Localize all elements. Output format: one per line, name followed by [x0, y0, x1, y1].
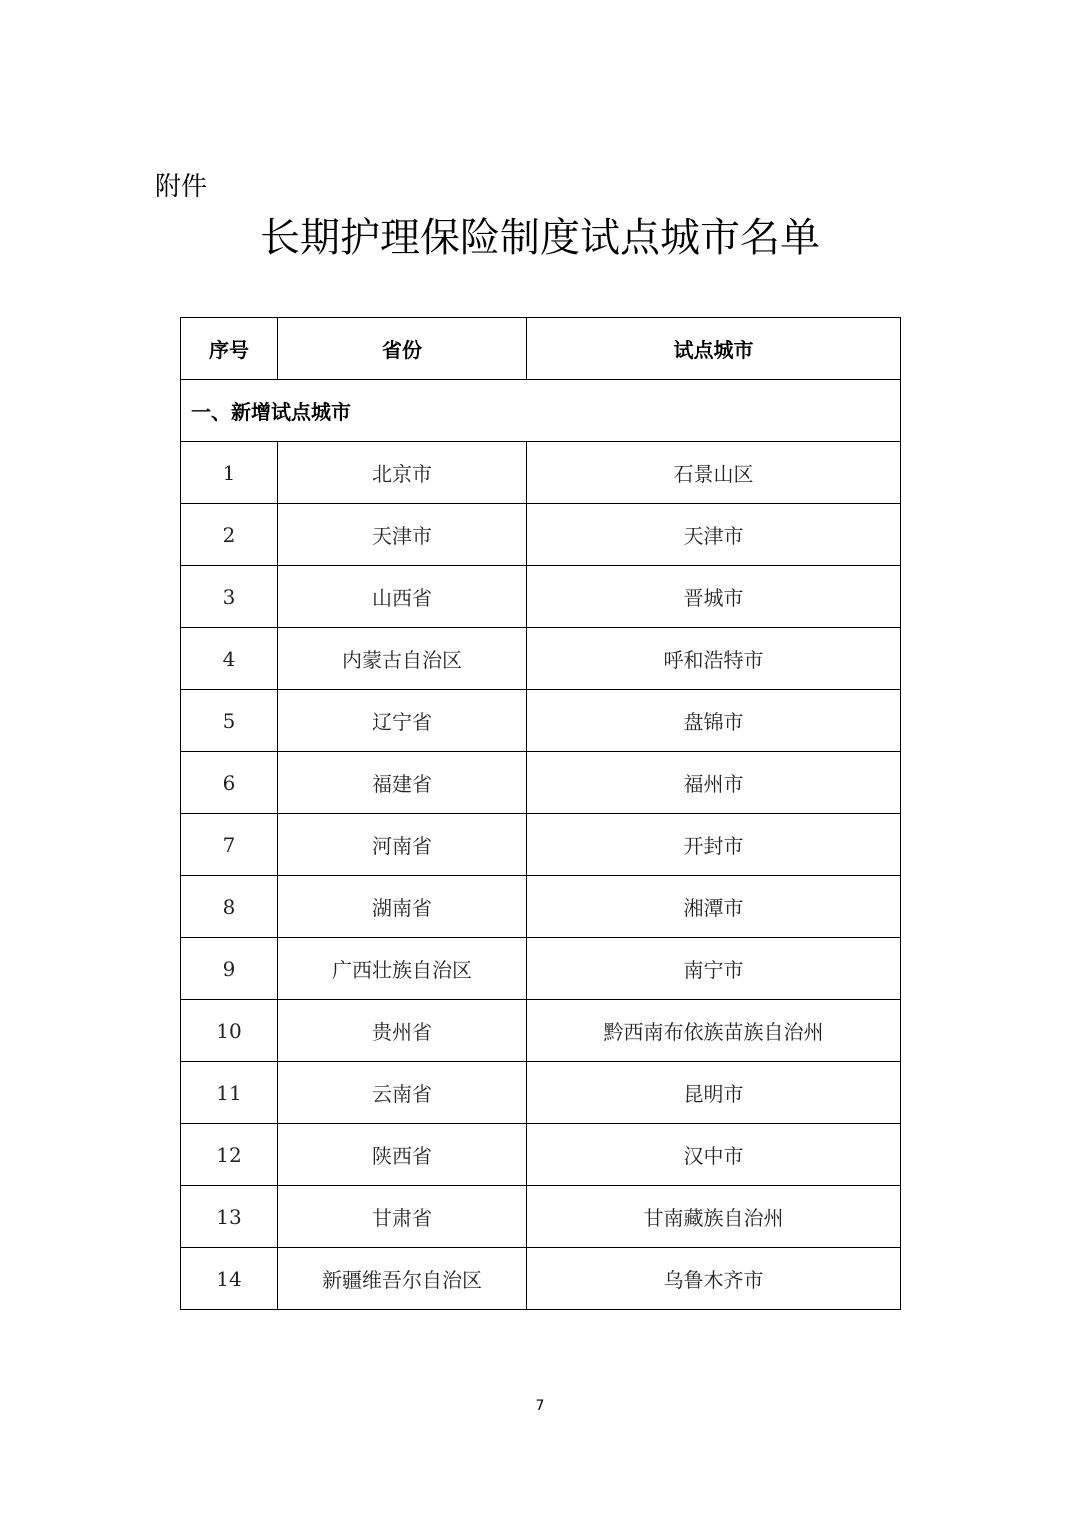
row-province: 广西壮族自治区 — [278, 938, 527, 1000]
table-row — [181, 752, 901, 814]
row-province: 天津市 — [278, 504, 527, 566]
row-number: 3 — [181, 566, 278, 628]
row-number: 14 — [181, 1248, 278, 1310]
row-province: 甘肃省 — [278, 1186, 527, 1248]
header-province: 省份 — [278, 318, 527, 380]
row-city: 呼和浩特市 — [527, 628, 901, 690]
row-city: 开封市 — [527, 814, 901, 876]
row-city: 湘潭市 — [527, 876, 901, 938]
table-row — [181, 938, 901, 1000]
row-city: 石景山区 — [527, 442, 901, 504]
page-number: 7 — [535, 1398, 545, 1414]
row-city: 南宁市 — [527, 938, 901, 1000]
table-row — [181, 1124, 901, 1186]
row-number: 6 — [181, 752, 278, 814]
table-row — [181, 1000, 901, 1062]
section-row — [181, 380, 901, 442]
table-row — [181, 628, 901, 690]
table-row — [181, 1248, 901, 1310]
row-city: 盘锦市 — [527, 690, 901, 752]
row-province: 福建省 — [278, 752, 527, 814]
table-header-row — [181, 318, 901, 380]
row-number: 12 — [181, 1124, 278, 1186]
attachment-label: 附件 — [155, 172, 208, 202]
row-number: 1 — [181, 442, 278, 504]
row-number: 2 — [181, 504, 278, 566]
row-number: 4 — [181, 628, 278, 690]
row-city: 昆明市 — [527, 1062, 901, 1124]
table-row — [181, 442, 901, 504]
table-row — [181, 1062, 901, 1124]
table-row — [181, 504, 901, 566]
row-city: 甘南藏族自治州 — [527, 1186, 901, 1248]
row-number: 8 — [181, 876, 278, 938]
row-number: 11 — [181, 1062, 278, 1124]
row-number: 10 — [181, 1000, 278, 1062]
row-number: 9 — [181, 938, 278, 1000]
row-number: 13 — [181, 1186, 278, 1248]
row-province: 湖南省 — [278, 876, 527, 938]
row-city: 乌鲁木齐市 — [527, 1248, 901, 1310]
document-title: 长期护理保险制度试点城市名单 — [260, 215, 820, 261]
row-province: 河南省 — [278, 814, 527, 876]
table-row — [181, 566, 901, 628]
table-row — [181, 814, 901, 876]
row-city: 汉中市 — [527, 1124, 901, 1186]
header-serial-number: 序号 — [181, 318, 278, 380]
row-city: 黔西南布依族苗族自治州 — [527, 1000, 901, 1062]
row-city: 晋城市 — [527, 566, 901, 628]
row-province: 贵州省 — [278, 1000, 527, 1062]
section-label: 一、新增试点城市 — [181, 380, 901, 442]
row-number: 7 — [181, 814, 278, 876]
row-province: 内蒙古自治区 — [278, 628, 527, 690]
row-number: 5 — [181, 690, 278, 752]
row-province: 新疆维吾尔自治区 — [278, 1248, 527, 1310]
row-province: 陕西省 — [278, 1124, 527, 1186]
row-province: 山西省 — [278, 566, 527, 628]
row-province: 云南省 — [278, 1062, 527, 1124]
row-province: 辽宁省 — [278, 690, 527, 752]
table-row — [181, 876, 901, 938]
header-pilot-city: 试点城市 — [527, 318, 901, 380]
row-province: 北京市 — [278, 442, 527, 504]
row-city: 福州市 — [527, 752, 901, 814]
row-city: 天津市 — [527, 504, 901, 566]
table-row — [181, 1186, 901, 1248]
table-row — [181, 690, 901, 752]
pilot-city-table — [180, 317, 901, 1310]
